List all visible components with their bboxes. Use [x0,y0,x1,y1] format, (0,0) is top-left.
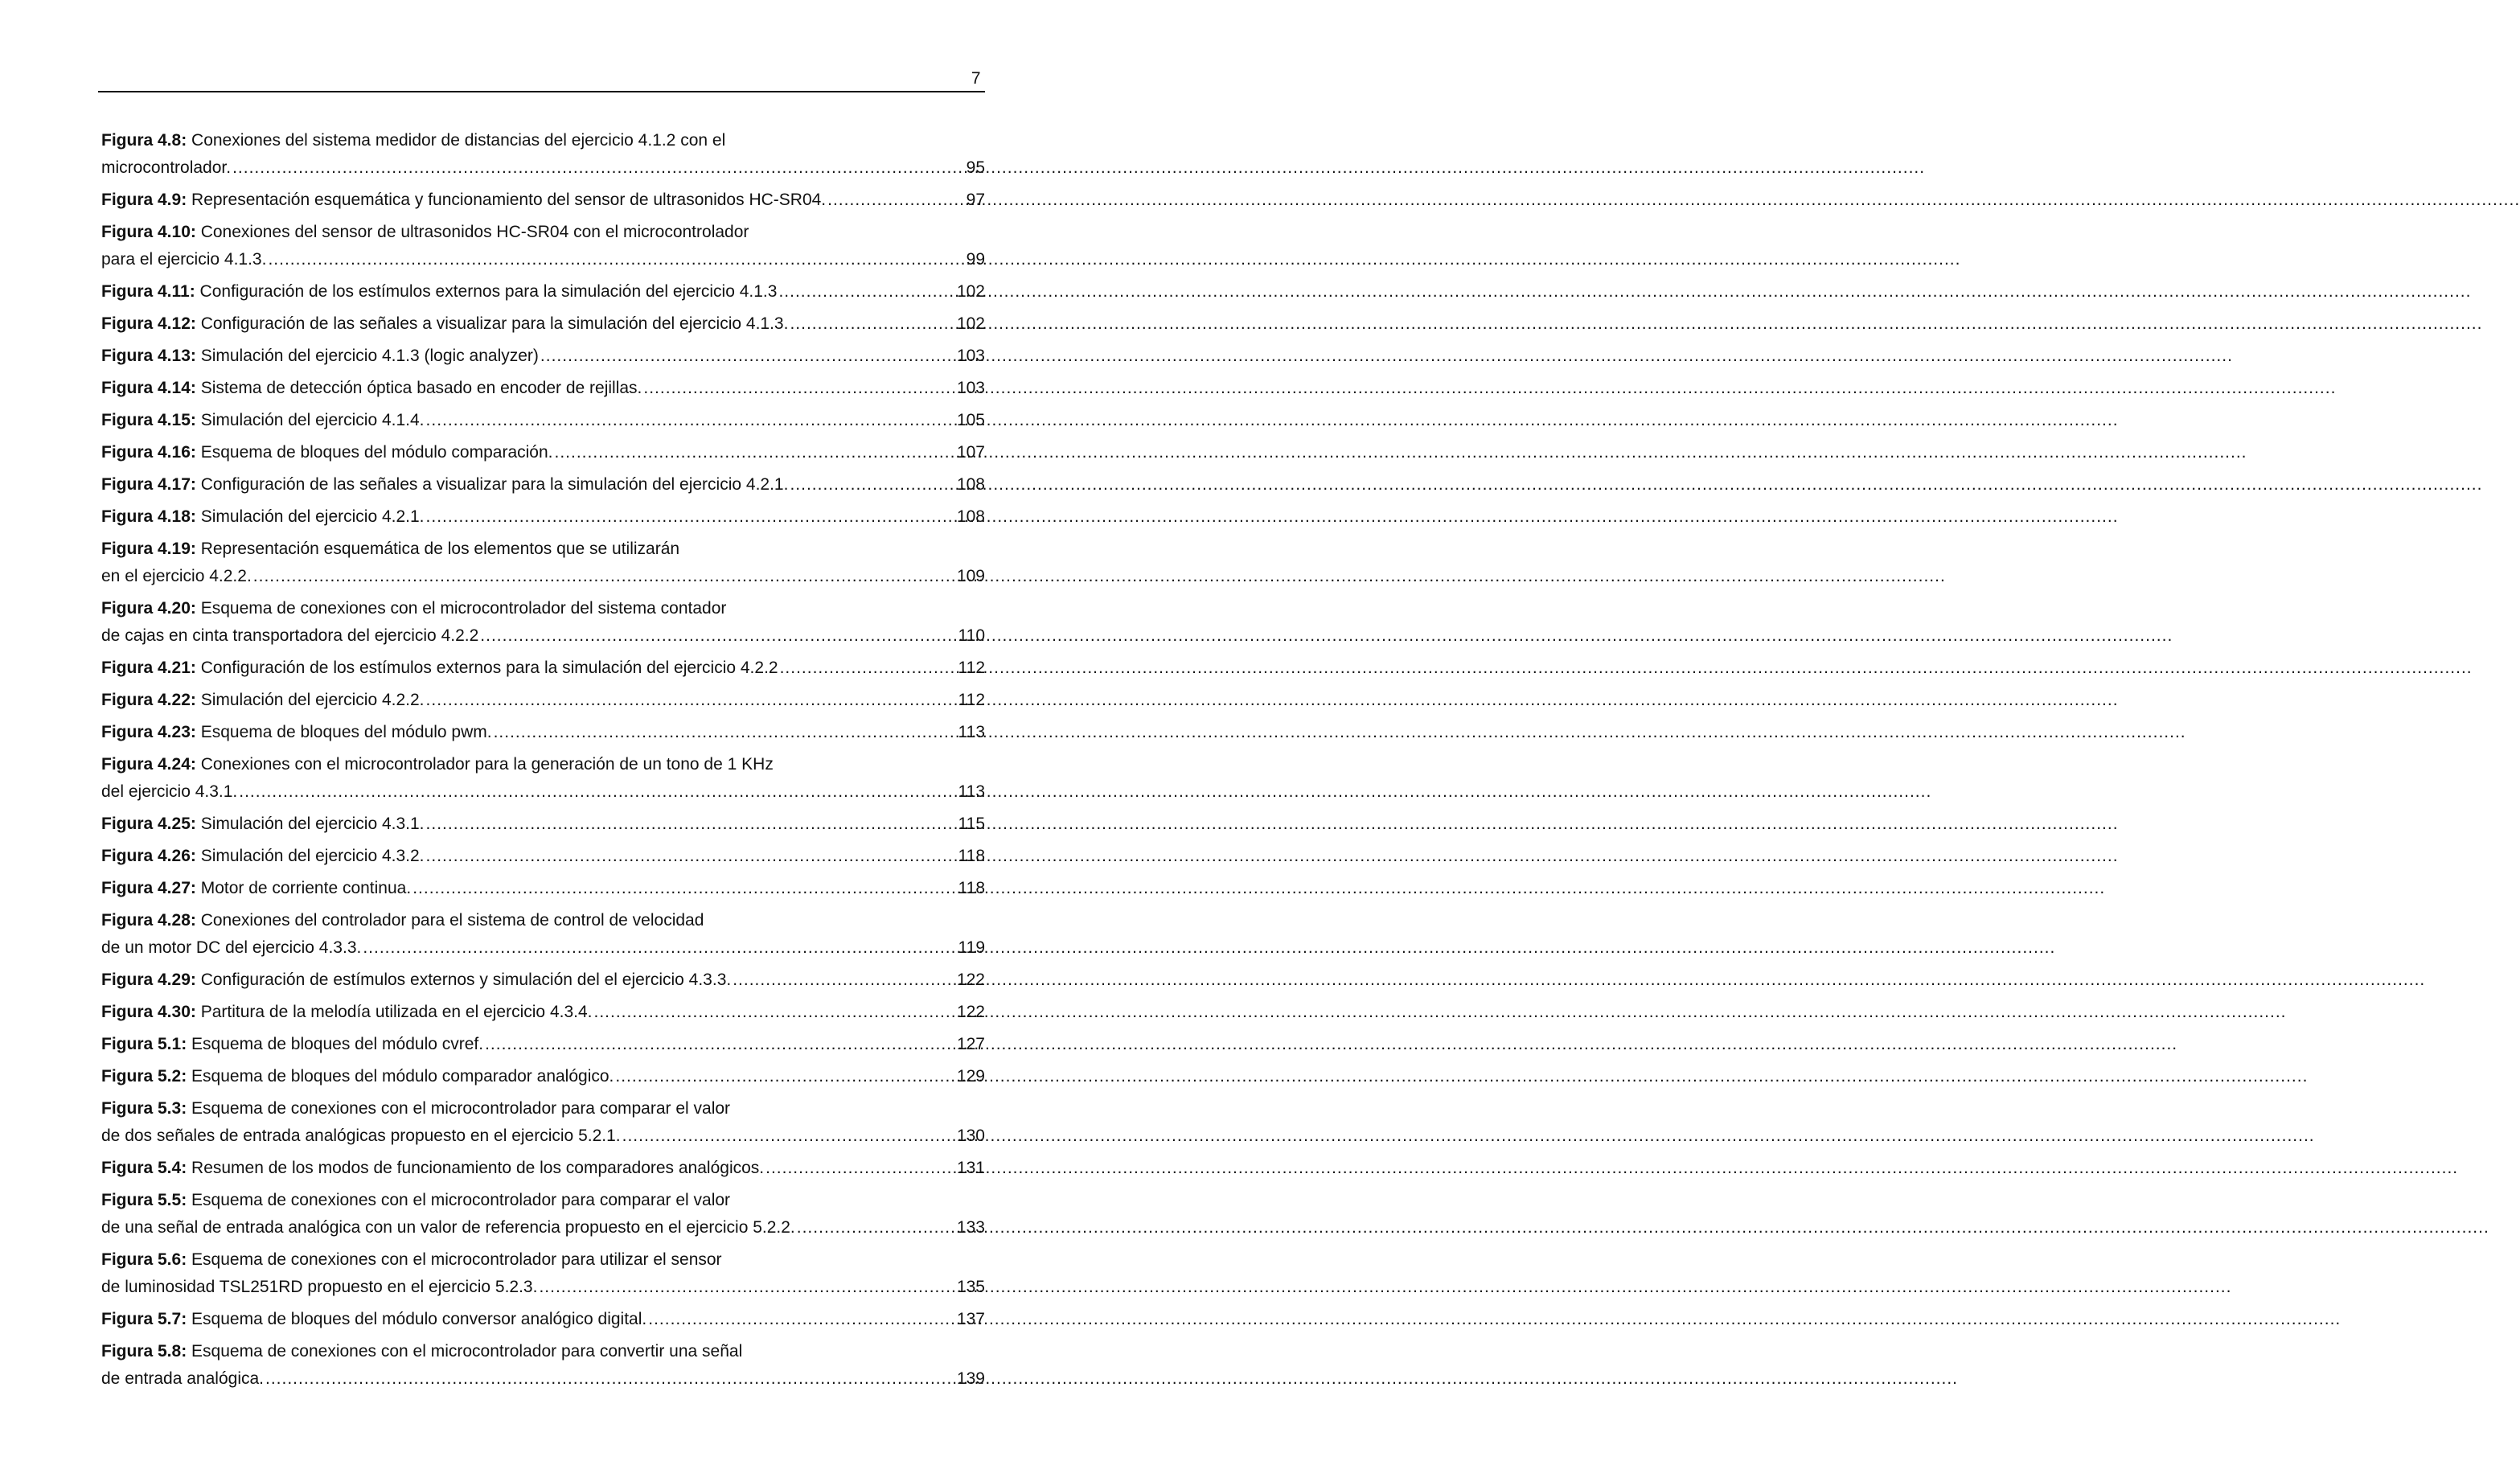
page-reference: 118 [958,847,985,865]
figure-label: Figura 4.26: [101,847,196,865]
entry-caption-start: Conexiones del controlador para el sistema de control de velocidad [195,911,704,930]
figure-label: Figura 4.17: [101,475,196,494]
page-reference: 131 [956,1159,985,1177]
toc-entry[interactable] [101,471,985,499]
toc-entry[interactable] [101,967,985,994]
page-reference: 112 [958,691,985,709]
dot-leader [790,310,955,338]
page-reference: 129 [956,1067,985,1086]
entry-caption [101,1274,537,1301]
dot-leader [426,687,957,714]
entry-caption-start: Conexiones con el microcontrolador para la generación de un tono de 1 KHz [195,755,774,774]
page-reference: 103 [956,379,985,397]
dot-leader [643,375,955,402]
dot-leader [780,655,957,682]
figure-label: Figura 4.19: [101,540,196,558]
entry-leader-line [101,154,985,182]
entry-caption-text: Esquema de bloques del módulo comparador analógico. [187,1067,614,1086]
entry-first-line [101,219,985,246]
page-number: 7 [971,69,981,88]
entry-caption [101,1063,614,1090]
entry-caption-text: Configuración de las señales a visualizar para la simulación del ejercicio 4.1.3. [195,314,789,333]
entry-leader-line [101,843,985,870]
page-reference: 102 [956,314,985,333]
toc-entry[interactable] [101,811,985,838]
dot-leader [426,843,957,870]
entry-first-line [101,127,985,154]
entry-caption-text: Simulación del ejercicio 4.2.1. [195,507,425,526]
entry-caption [101,934,361,962]
toc-entry[interactable] [101,127,985,182]
entry-caption-text: Simulación del ejercicio 4.1.4. [195,411,425,429]
page-reference: 113 [958,782,985,801]
entry-leader-line [101,246,985,273]
entry-caption [101,843,425,870]
dot-leader [412,875,956,902]
entry-caption-text: Esquema de bloques del módulo pwm. [195,723,492,741]
entry-caption-text: microcontrolador. [101,158,232,177]
entry-leader-line [101,999,985,1026]
entry-caption-text: de luminosidad TSL251RD propuesto en el ejercicio 5.2.3. [101,1278,538,1296]
page-reference: 103 [956,347,985,365]
entry-leader-line [101,310,985,338]
dot-leader [485,1031,955,1058]
entry-leader-line [101,1155,985,1182]
dot-leader [426,503,955,531]
toc-entry[interactable] [101,719,985,746]
entry-caption [101,1365,264,1393]
page-reference: 99 [966,250,985,269]
figure-label: Figura 5.4: [101,1159,187,1177]
entry-caption-start: Esquema de conexiones con el microcontrolador para comparar el valor [187,1191,731,1209]
page-reference: 108 [956,475,985,494]
entry-caption-text: Motor de corriente continua. [195,879,412,897]
toc-entry[interactable] [101,1306,985,1333]
entry-leader-line [101,934,985,962]
page-reference: 108 [956,507,985,526]
entry-caption-text: Simulación del ejercicio 4.2.2. [195,691,425,709]
toc-entry[interactable] [101,595,985,650]
entry-caption-text: para el ejercicio 4.1.3. [101,250,267,269]
toc-entry[interactable] [101,536,985,590]
figure-label: Figura 4.21: [101,659,196,677]
dot-leader [494,719,957,746]
entry-caption-text: Simulación del ejercicio 4.3.2. [195,847,425,865]
entry-caption [101,407,425,434]
figure-label: Figura 5.3: [101,1099,187,1118]
entry-caption-text: en el ejercicio 4.2.2. [101,567,252,585]
dot-leader [539,1274,955,1301]
figure-label: Figura 5.8: [101,1342,187,1361]
page-reference: 97 [966,191,985,209]
toc-entry[interactable] [101,1155,985,1182]
page-reference: 109 [956,567,985,585]
entry-caption-start: Esquema de conexiones con el microcontrolador del sistema contador [195,599,727,618]
page-reference: 112 [958,659,985,677]
entry-caption-start: Esquema de conexiones con el microcontrolador para utilizar el sensor [187,1250,722,1269]
header-rule [98,91,985,92]
toc-entry[interactable] [101,875,985,902]
entry-caption-start: Esquema de conexiones con el microcontrolador para convertir una señal [187,1342,743,1361]
dot-leader [554,439,954,466]
entry-caption [101,1214,795,1242]
entry-caption-text: Resumen de los modos de funcionamiento de los comparadores analógicos. [187,1159,765,1177]
entry-caption [101,719,492,746]
entry-leader-line [101,1365,985,1393]
figure-label: Figura 5.1: [101,1035,187,1053]
list-of-figures [101,127,985,1397]
entry-caption [101,875,411,902]
entry-caption [101,310,788,338]
entry-caption [101,1155,764,1182]
entry-caption-text: de una señal de entrada analógica con un valor de referencia propuesto en el ejercicio 5.2.2. [101,1218,795,1237]
toc-entry[interactable] [101,687,985,714]
entry-leader-line [101,375,985,402]
page-reference: 137 [956,1310,985,1328]
dot-leader [622,1123,955,1150]
dot-leader [426,811,957,838]
entry-leader-line [101,1274,985,1301]
toc-entry[interactable] [101,439,985,466]
entry-caption [101,1306,646,1333]
dot-leader [797,1214,955,1242]
dot-leader [363,934,956,962]
entry-first-line [101,595,985,622]
entry-caption-text: Sistema de detección óptica basado en encoder de rejillas. [195,379,642,397]
figure-label: Figura 4.27: [101,879,196,897]
figure-label: Figura 4.12: [101,314,196,333]
entry-leader-line [101,343,985,370]
entry-caption [101,1031,483,1058]
entry-caption [101,375,642,402]
entry-caption [101,622,478,650]
figure-label: Figura 4.25: [101,815,196,833]
figure-label: Figura 4.13: [101,347,196,365]
toc-entry[interactable] [101,1031,985,1058]
figure-label: Figura 4.30: [101,1003,196,1021]
dot-leader [648,1306,955,1333]
entry-caption-text: de dos señales de entrada analógicas propuesto en el ejercicio 5.2.1. [101,1127,621,1145]
page-reference: 118 [958,879,985,897]
entry-caption-text: Configuración de las señales a visualizar para la simulación del ejercicio 4.2.1. [195,475,789,494]
dot-leader [790,471,955,499]
entry-leader-line [101,471,985,499]
toc-entry[interactable] [101,503,985,531]
entry-caption [101,1123,621,1150]
toc-entry[interactable] [101,375,985,402]
page-reference: 130 [956,1127,985,1145]
entry-caption-text: Esquema de bloques del módulo cvref. [187,1035,484,1053]
figure-label: Figura 4.20: [101,599,196,618]
entry-leader-line [101,655,985,682]
entry-leader-line [101,967,985,994]
entry-caption-text: Esquema de bloques del módulo conversor analógico digital. [187,1310,647,1328]
toc-entry[interactable] [101,343,985,370]
page-reference: 119 [958,938,985,957]
entry-first-line [101,536,985,563]
dot-leader [593,999,954,1026]
entry-leader-line [101,278,985,306]
entry-caption [101,778,237,806]
page-reference: 122 [956,971,985,989]
entry-caption-text: Simulación del ejercicio 4.3.1. [195,815,425,833]
entry-first-line [101,1187,985,1214]
toc-entry[interactable] [101,187,985,214]
entry-caption-start: Esquema de conexiones con el microcontrolador para comparar el valor [187,1099,731,1118]
dot-leader [480,622,956,650]
entry-caption-text: Esquema de bloques del módulo comparación. [195,443,553,462]
entry-caption-text: Simulación del ejercicio 4.1.3 (logic analyzer) [195,347,539,365]
figure-label: Figura 4.28: [101,911,196,930]
entry-caption [101,655,778,682]
page-reference: 102 [956,282,985,301]
entry-leader-line [101,875,985,902]
entry-caption [101,278,777,306]
dot-leader [733,967,955,994]
entry-leader-line [101,1031,985,1058]
figure-label: Figura 4.14: [101,379,196,397]
dot-leader [268,246,964,273]
figure-label: Figura 4.23: [101,723,196,741]
figure-label: Figura 5.7: [101,1310,187,1328]
figure-label: Figura 5.6: [101,1250,187,1269]
figure-label: Figura 4.22: [101,691,196,709]
entry-caption [101,343,539,370]
dot-leader [426,407,955,434]
page-reference: 107 [956,443,985,462]
entry-leader-line [101,187,985,214]
dot-leader [540,343,955,370]
entry-caption-text: de cajas en cinta transportadora del ejercicio 4.2.2 [101,626,479,645]
entry-caption [101,439,552,466]
dot-leader [827,187,965,214]
entry-leader-line [101,407,985,434]
entry-caption-text: Configuración de los estímulos externos para la simulación del ejercicio 4.2.2 [195,659,778,677]
entry-caption [101,503,425,531]
toc-entry[interactable] [101,999,985,1026]
dot-leader [253,563,955,590]
entry-caption-start: Representación esquemática de los elementos que se utilizarán [195,540,680,558]
figure-label: Figura 4.16: [101,443,196,462]
page-reference: 95 [966,158,985,177]
entry-first-line [101,907,985,934]
entry-leader-line [101,719,985,746]
entry-caption-start: Conexiones del sistema medidor de distancias del ejercicio 4.1.2 con el [187,131,726,150]
entry-caption [101,999,592,1026]
dot-leader [778,278,955,306]
page-reference: 135 [956,1278,985,1296]
entry-leader-line [101,778,985,806]
entry-leader-line [101,687,985,714]
entry-leader-line [101,1214,985,1242]
dot-leader [232,154,965,182]
entry-caption [101,967,731,994]
entry-caption [101,687,425,714]
toc-entry[interactable] [101,219,985,273]
entry-leader-line [101,1063,985,1090]
toc-entry[interactable] [101,655,985,682]
entry-caption-text: de entrada analógica. [101,1369,264,1388]
figure-label: Figura 4.10: [101,223,196,241]
figure-label: Figura 4.11: [101,282,195,301]
entry-caption-text: del ejercicio 4.3.1. [101,782,238,801]
entry-leader-line [101,1306,985,1333]
entry-first-line [101,1246,985,1274]
entry-caption-text: de un motor DC del ejercicio 4.3.3. [101,938,362,957]
entry-leader-line [101,1123,985,1150]
toc-entry[interactable] [101,1187,985,1242]
page-reference: 133 [956,1218,985,1237]
page-reference: 110 [958,626,985,645]
entry-caption [101,563,252,590]
entry-leader-line [101,563,985,590]
figure-label: Figura 4.9: [101,191,187,209]
entry-caption-text: Configuración de los estímulos externos para la simulación del ejercicio 4.1.3 [195,282,778,301]
toc-entry[interactable] [101,907,985,962]
page-reference: 122 [956,1003,985,1021]
toc-entry[interactable] [101,1338,985,1393]
toc-entry[interactable] [101,843,985,870]
entry-caption [101,246,266,273]
toc-entry[interactable] [101,1063,985,1090]
page-reference: 115 [958,815,985,833]
figure-label: Figura 5.2: [101,1067,187,1086]
entry-caption [101,154,231,182]
entry-caption-start: Conexiones del sensor de ultrasonidos HC-SR04 con el microcontrolador [195,223,749,241]
entry-caption [101,471,788,499]
page-reference: 127 [956,1035,985,1053]
page-reference: 139 [956,1369,985,1388]
toc-entry[interactable] [101,1246,985,1301]
entry-caption-text: Configuración de estímulos externos y simulación del el ejercicio 4.3.3. [195,971,732,989]
entry-caption-text: Representación esquemática y funcionamiento del sensor de ultrasonidos HC-SR04. [187,191,827,209]
toc-entry[interactable] [101,1095,985,1150]
figure-label: Figura 4.29: [101,971,196,989]
entry-leader-line [101,811,985,838]
dot-leader [265,1365,955,1393]
entry-caption [101,811,425,838]
entry-leader-line [101,503,985,531]
entry-leader-line [101,439,985,466]
entry-first-line [101,1338,985,1365]
entry-first-line [101,1095,985,1123]
entry-caption [101,187,826,214]
page-reference: 105 [956,411,985,429]
figure-label: Figura 4.15: [101,411,196,429]
entry-first-line [101,751,985,778]
dot-leader [239,778,956,806]
dot-leader [765,1155,955,1182]
figure-label: Figura 4.18: [101,507,196,526]
figure-label: Figura 5.5: [101,1191,187,1209]
toc-entry[interactable] [101,751,985,806]
entry-caption-text: Partitura de la melodía utilizada en el ejercicio 4.3.4. [195,1003,593,1021]
figure-label: Figura 4.8: [101,131,187,150]
toc-entry[interactable] [101,310,985,338]
toc-entry[interactable] [101,407,985,434]
dot-leader [615,1063,955,1090]
toc-entry[interactable] [101,278,985,306]
entry-leader-line [101,622,985,650]
figure-label: Figura 4.24: [101,755,196,774]
page-reference: 113 [958,723,985,741]
